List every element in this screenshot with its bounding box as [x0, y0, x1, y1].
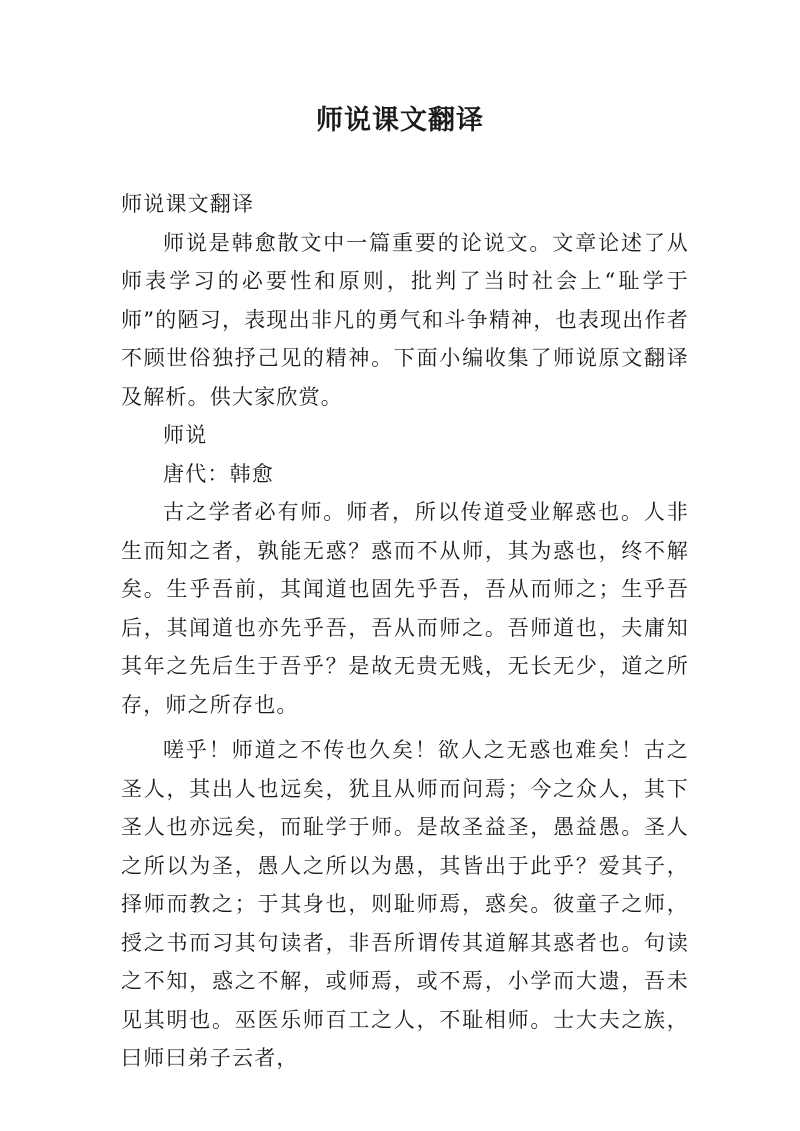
document-title: 师说课文翻译	[316, 105, 484, 136]
subtitle-line: 师说课文翻译	[121, 192, 255, 216]
text-paragraph-1: 古之学者必有师。师者，所以传道受业解惑也。人非生而知之者，孰能无惑？惑而不从师，其为惑也，终不解矣。生乎吾前，其闻道也固先乎吾，吾从而师之；生乎吾后，其闻道也亦先乎吾，吾从而师之。吾师道也，夫庸知其年之先后生于吾乎？是故无贵无贱，无长无少，道之所存，师之所存也。	[121, 500, 689, 717]
intro-paragraph: 师说是韩愈散文中一篇重要的论说文。文章论述了从师表学习的必要性和原则，批判了当时社会上“耻学于师”的陋习，表现出非凡的勇气和斗争精神，也表现出作者不顾世俗独抒己见的精神。下面小编收集了师说原文翻译及解析。供大家欣赏。	[121, 230, 689, 409]
document-body	[121, 185, 689, 1078]
author-line: 唐代：韩愈	[163, 461, 274, 486]
poem-title: 师说	[163, 423, 208, 447]
text-paragraph-2: 嗟乎！师道之不传也久矣！欲人之无惑也难矣！古之圣人，其出人也远矣，犹且从师而问焉；今之众人，其下圣人也亦远矣，而耻学于师。是故圣益圣，愚益愚。圣人之所以为圣，愚人之所以为愚，其皆出于此乎？爱其子，择师而教之；于其身也，则耻师焉，惑矣。彼童子之师，授之书而习其句读者，非吾所谓传其道解其惑者也。句读之不知，惑之不解，或师焉，或不焉，小学而大遗，吾未见其明也。巫医乐师百工之人，不耻相师。士大夫之族，曰师曰弟子云者，	[121, 738, 689, 1070]
